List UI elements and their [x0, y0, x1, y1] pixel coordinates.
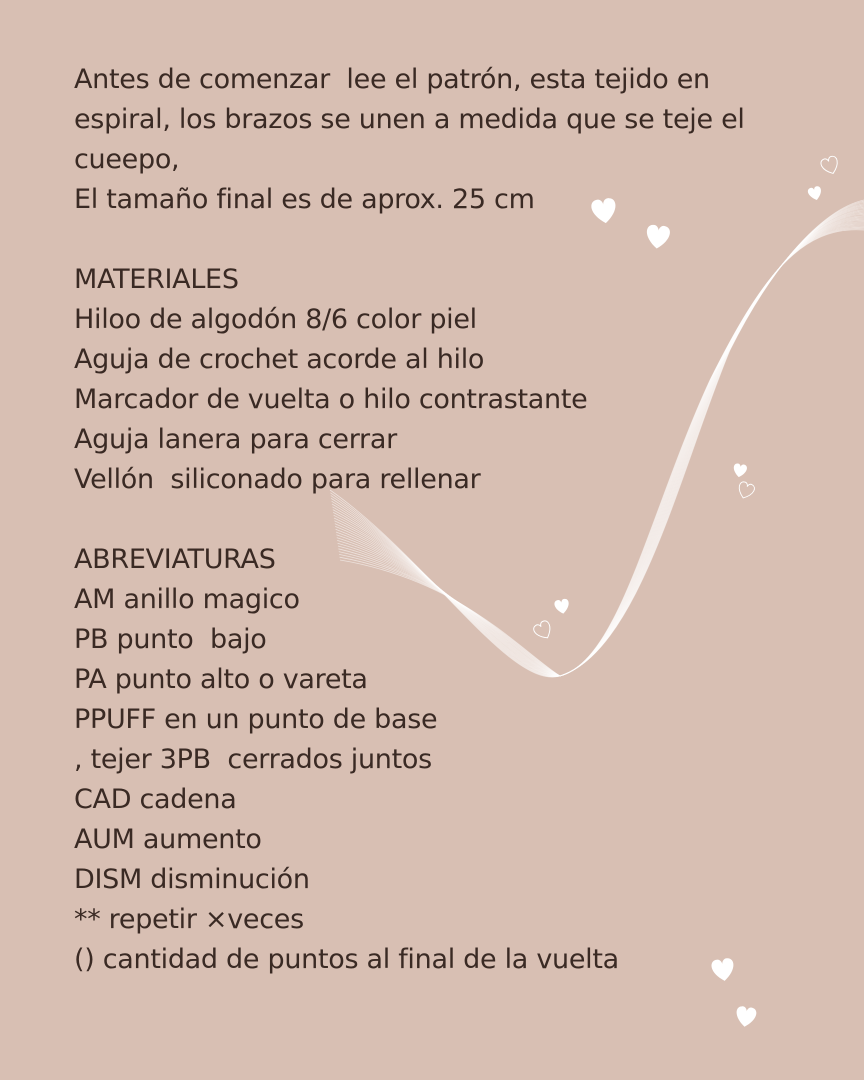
materials-heading: MATERIALES: [74, 264, 239, 295]
intro-line: cueepo,: [74, 144, 180, 175]
material-item: Aguja lanera para cerrar: [74, 424, 397, 455]
pattern-text: [74, 60, 774, 980]
abbreviations-heading: ABREVIATURAS: [74, 544, 276, 575]
abbreviation-item: PA punto alto o vareta: [74, 664, 368, 695]
heart-icon: [807, 185, 823, 201]
abbreviation-item: AUM aumento: [74, 824, 262, 855]
intro-line: El tamaño final es de aprox. 25 cm: [74, 184, 535, 215]
abbreviation-item: PB punto bajo: [74, 624, 267, 655]
intro-line: espiral, los brazos se unen a medida que se teje el: [74, 104, 745, 135]
materials-section: [74, 260, 774, 500]
material-item: Marcador de vuelta o hilo contrastante: [74, 384, 588, 415]
abbreviation-item: PPUFF en un punto de base: [74, 704, 438, 735]
abbreviations-section: [74, 540, 774, 980]
heart-icon: [735, 1006, 757, 1029]
abbreviation-item: , tejer 3PB cerrados juntos: [74, 744, 432, 775]
abbreviation-item: () cantidad de puntos al final de la vuelta: [74, 944, 619, 975]
intro-paragraph: [74, 60, 774, 220]
spacer: [74, 500, 774, 540]
abbreviation-item: AM anillo magico: [74, 584, 300, 615]
intro-line: Antes de comenzar lee el patrón, esta tejido en: [74, 64, 710, 95]
spacer: [74, 220, 774, 260]
material-item: Vellón siliconado para rellenar: [74, 464, 481, 495]
material-item: Aguja de crochet acorde al hilo: [74, 344, 485, 375]
abbreviation-item: CAD cadena: [74, 784, 237, 815]
abbreviation-item: DISM disminución: [74, 864, 310, 895]
material-item: Hiloo de algodón 8/6 color piel: [74, 304, 477, 335]
abbreviation-item: ** repetir ×veces: [74, 904, 304, 935]
heart-outline-icon: [820, 155, 841, 176]
